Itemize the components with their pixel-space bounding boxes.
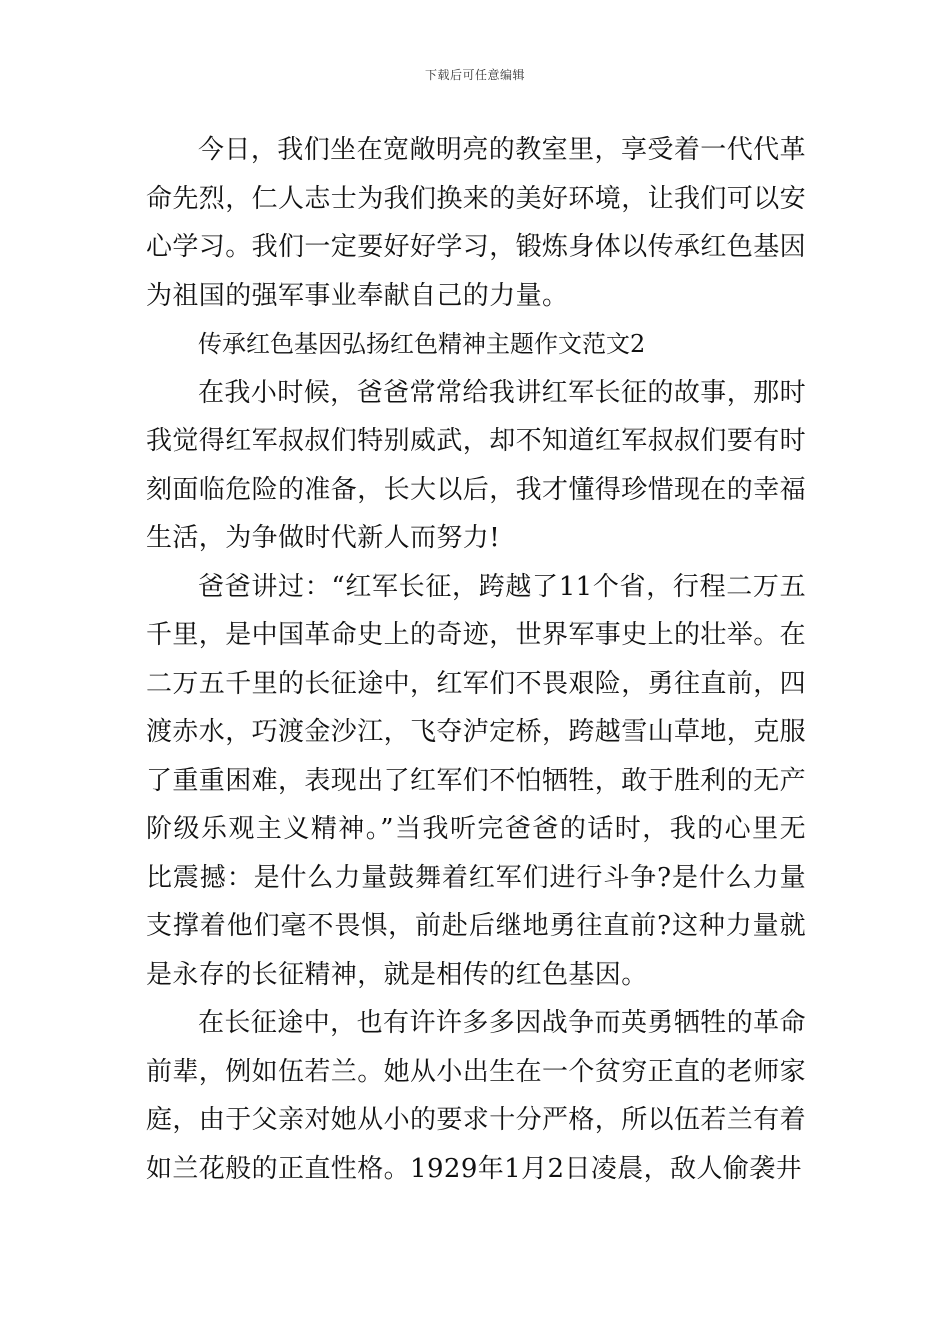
paragraph-3: 爸爸讲过：“红军长征，跨越了11个省，行程二万五千里，是中国革命史上的奇迹，世界军事史上的壮举。在二万五千里的长征途中，红军们不畏艰险，勇往直前，四渡赤水，巧渡金沙江，飞夺泸定桥，跨越雪山草地，克服了重重困难，表现出了红军们不怕牺牲，敢于胜利的无产阶级乐观主义精神。”当我听完爸爸的话时，我的心里无比震撼：是什么力量鼓舞着红军们进行斗争?是什么力量支撑着他们毫不畏惧，前赴后继地勇往直前?这种力量就是永存的长征精神，就是相传的红色基因。 <box>146 571 807 990</box>
section-title: 传承红色基因弘扬红色精神主题作文范文2 <box>198 330 646 358</box>
paragraph-2: 在我小时候，爸爸常常给我讲红军长征的故事，那时我觉得红军叔叔们特别威武，却不知道红军叔叔们要有时刻面临危险的准备，长大以后，我才懂得珍惜现在的幸福生活，为争做时代新人而努力! <box>146 377 807 553</box>
page-header: 下载后可任意编辑 <box>424 68 525 82</box>
document-body <box>146 126 806 1193</box>
paragraph-4: 在长征途中，也有许许多多因战争而英勇牺牲的革命前辈，例如伍若兰。她从小出生在一个贫穷正直的老师家庭，由于父亲对她从小的要求十分严格，所以伍若兰有着如兰花般的正直性格。1929年1月2日凌晨，敌人偷袭井 <box>146 1008 807 1184</box>
paragraph-1: 今日，我们坐在宽敞明亮的教室里，享受着一代代革命先烈，仁人志士为我们换来的美好环境，让我们可以安心学习。我们一定要好好学习，锻炼身体以传承红色基因为祖国的强军事业奉献自己的力量。 <box>146 135 807 311</box>
